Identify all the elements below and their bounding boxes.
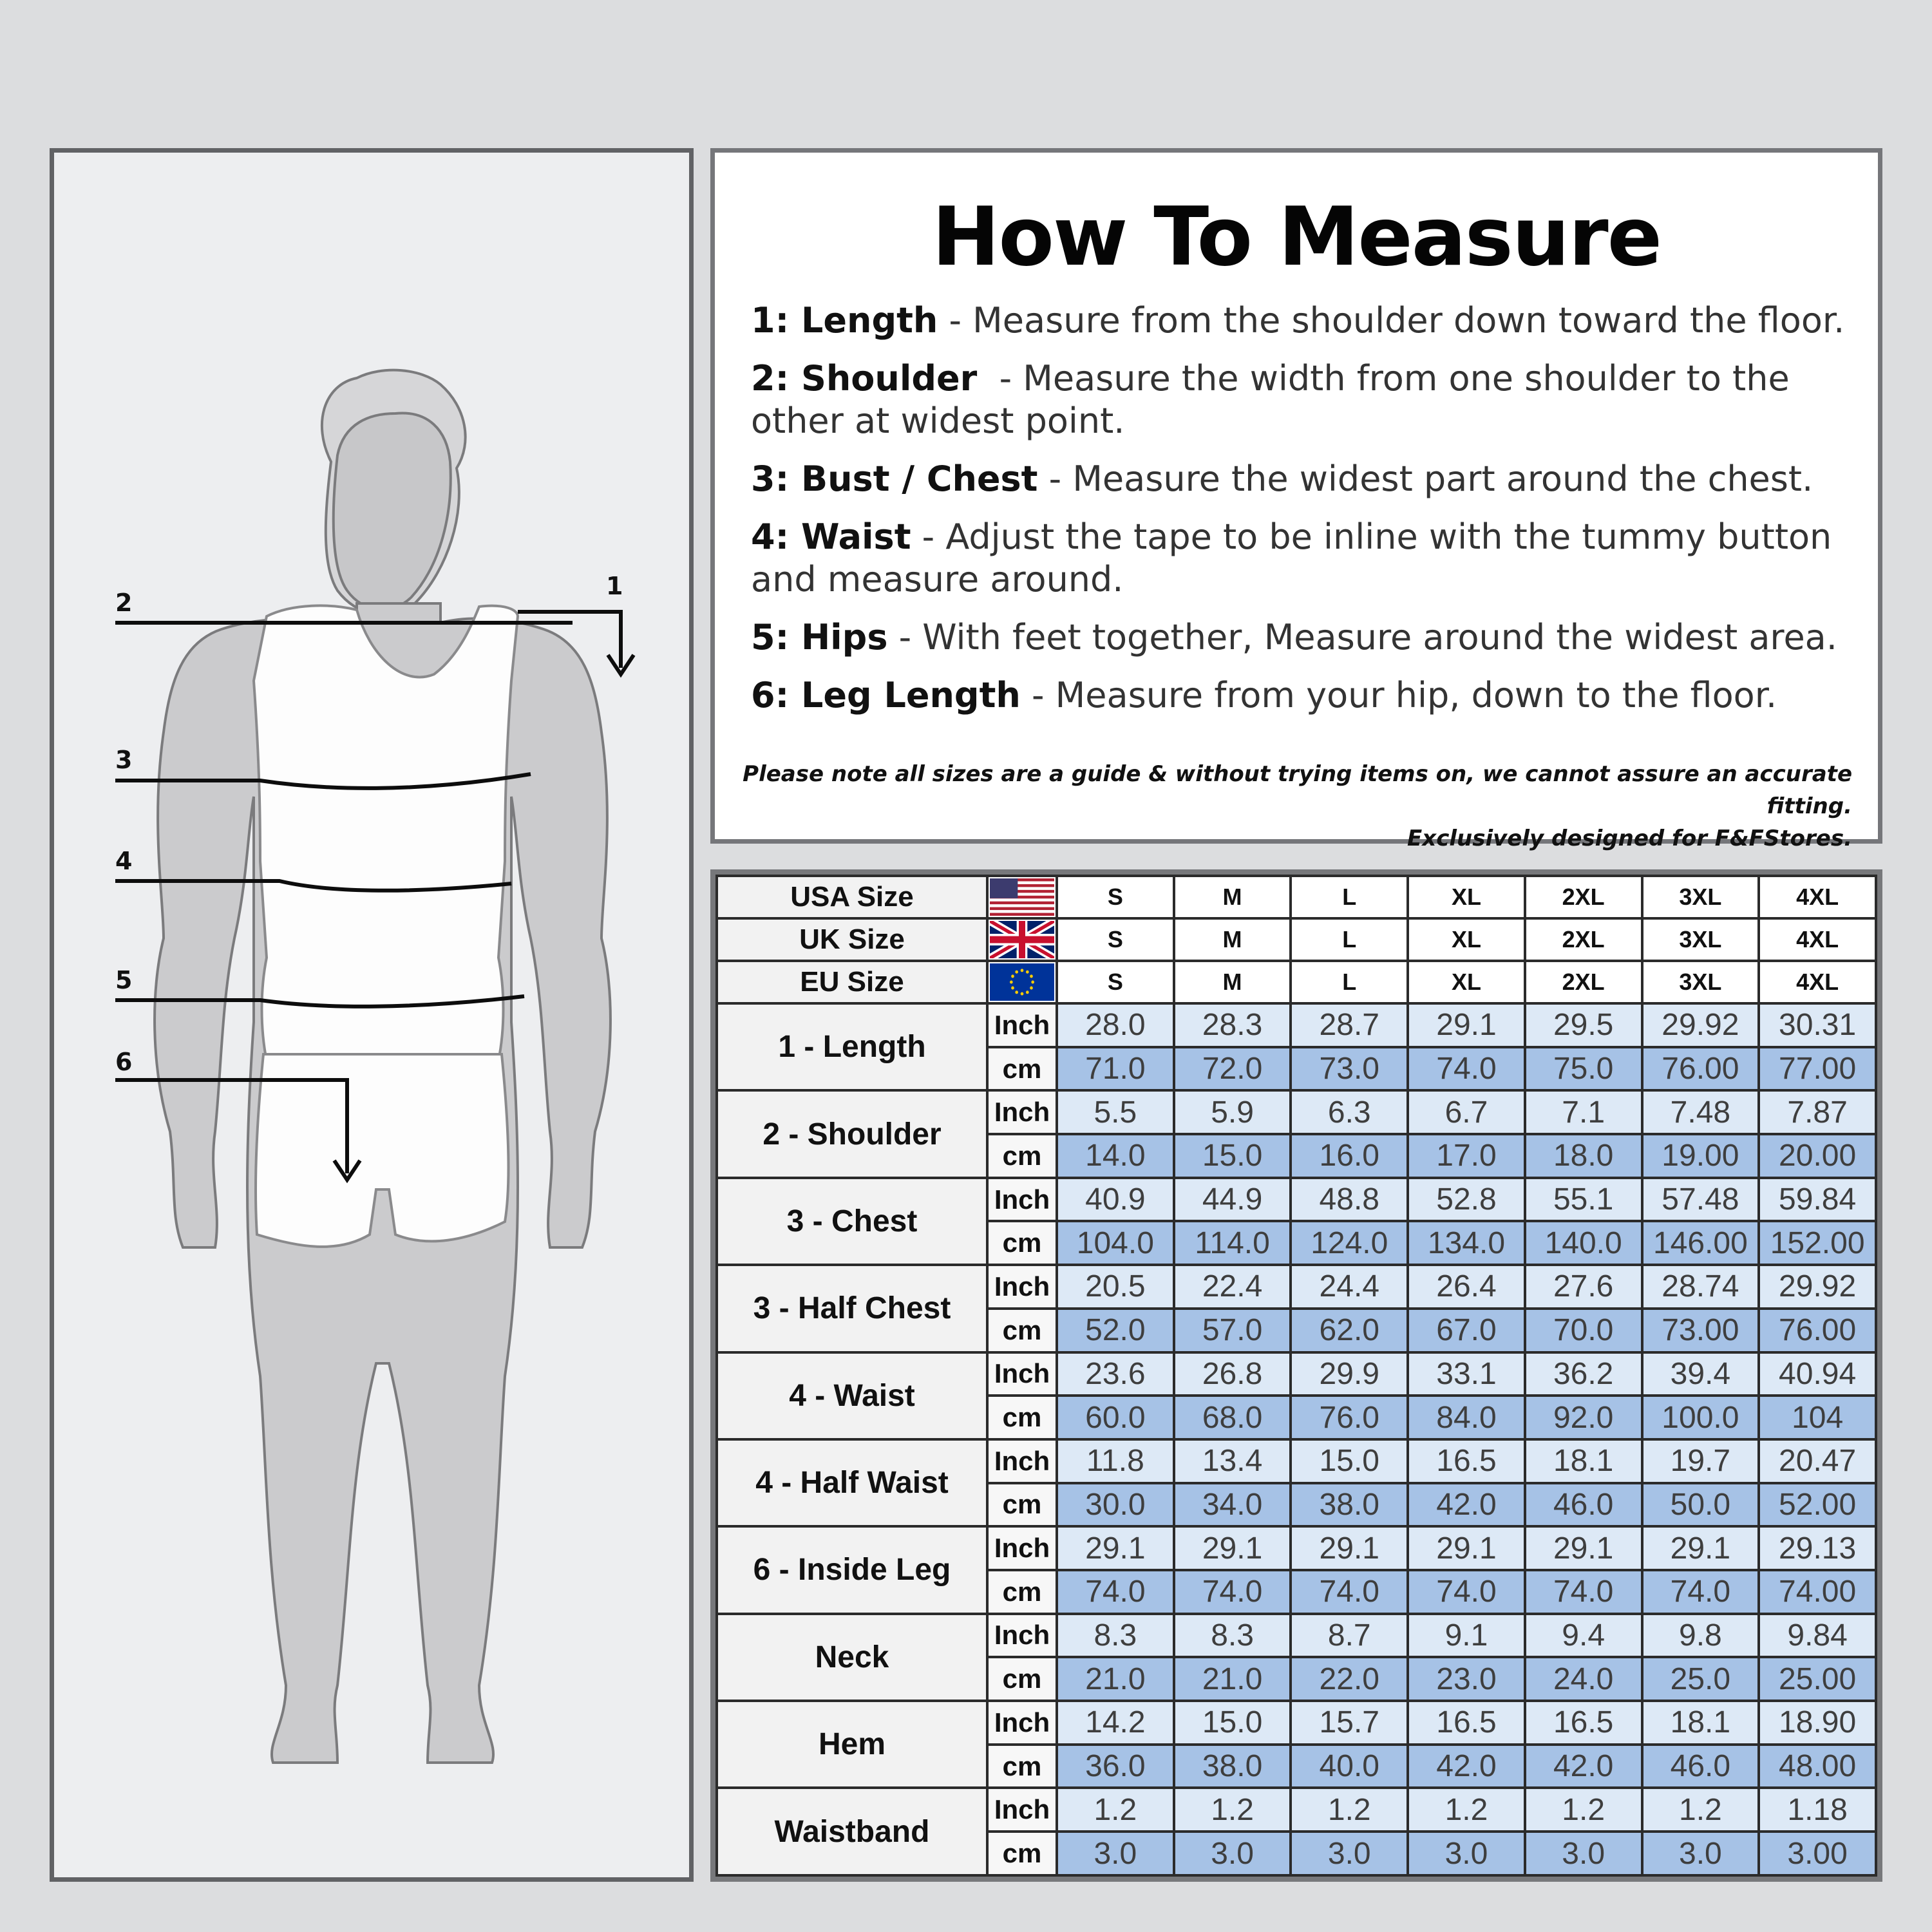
cm-value: 38.0: [1291, 1483, 1408, 1527]
inch-value: 39.4: [1642, 1352, 1759, 1396]
cm-value: 20.00: [1759, 1134, 1876, 1178]
measure-label: 2 - Shoulder: [717, 1090, 987, 1177]
cm-value: 134.0: [1408, 1221, 1525, 1265]
cm-value: 52.00: [1759, 1483, 1876, 1527]
measure-row-inch: [717, 1526, 1876, 1570]
cm-value: 70.0: [1525, 1309, 1642, 1352]
cm-value: 25.00: [1759, 1657, 1876, 1701]
step-text: - Measure the widest part around the chest.: [1037, 459, 1814, 499]
size-cell: M: [1174, 918, 1291, 961]
inch-value: 18.1: [1525, 1439, 1642, 1483]
step-chest: [751, 458, 1846, 500]
cm-value: 74.0: [1525, 1570, 1642, 1614]
size-system-label: UK Size: [717, 918, 987, 961]
cm-value: 74.0: [1408, 1047, 1525, 1091]
cm-value: 71.0: [1057, 1047, 1174, 1091]
step-shoulder: [751, 357, 1846, 442]
marker-1: 1: [606, 572, 623, 600]
unit-inch-label: Inch: [987, 1701, 1057, 1745]
step-label: 2: Shoulder: [751, 358, 978, 399]
cm-value: 21.0: [1057, 1657, 1174, 1701]
marker-4: 4: [115, 847, 133, 875]
eu-flag-icon: [987, 961, 1057, 1003]
cm-value: 73.00: [1642, 1309, 1759, 1352]
inch-value: 16.5: [1525, 1701, 1642, 1745]
disclaimer-note: [715, 758, 1852, 855]
inch-value: 48.8: [1291, 1178, 1408, 1222]
measure-row-inch: [717, 1090, 1876, 1134]
inch-value: 16.5: [1408, 1701, 1525, 1745]
size-header-row: [717, 876, 1876, 918]
uk-flag-icon: [987, 918, 1057, 961]
us-flag-icon: [987, 876, 1057, 918]
unit-cm-label: cm: [987, 1657, 1057, 1701]
cm-value: 3.00: [1759, 1832, 1876, 1875]
inch-value: 1.2: [1408, 1788, 1525, 1832]
cm-value: 100.0: [1642, 1396, 1759, 1439]
inch-value: 15.0: [1174, 1701, 1291, 1745]
cm-value: 19.00: [1642, 1134, 1759, 1178]
inch-value: 29.1: [1291, 1526, 1408, 1570]
step-leg-length: [751, 674, 1846, 717]
inch-value: 7.1: [1525, 1090, 1642, 1134]
unit-inch-label: Inch: [987, 1090, 1057, 1134]
measure-label: Hem: [717, 1701, 987, 1788]
inch-value: 9.4: [1525, 1614, 1642, 1658]
step-label: 6: Leg Length: [751, 675, 1021, 715]
size-cell: L: [1291, 876, 1408, 918]
unit-inch-label: Inch: [987, 1526, 1057, 1570]
cm-value: 34.0: [1174, 1483, 1291, 1527]
cm-value: 50.0: [1642, 1483, 1759, 1527]
inch-value: 6.3: [1291, 1090, 1408, 1134]
cm-value: 104: [1759, 1396, 1876, 1439]
inch-value: 28.7: [1291, 1003, 1408, 1047]
cm-value: 74.0: [1642, 1570, 1759, 1614]
unit-cm-label: cm: [987, 1134, 1057, 1178]
size-cell: S: [1057, 961, 1174, 1003]
inch-value: 1.2: [1525, 1788, 1642, 1832]
size-header-row: [717, 918, 1876, 961]
body-figure-panel: [50, 148, 694, 1882]
measure-label: 3 - Chest: [717, 1178, 987, 1265]
inch-value: 1.2: [1642, 1788, 1759, 1832]
unit-cm-label: cm: [987, 1745, 1057, 1788]
step-text: - Measure from the shoulder down toward the floor.: [938, 300, 1845, 341]
inch-value: 1.2: [1291, 1788, 1408, 1832]
inch-value: 29.1: [1642, 1526, 1759, 1570]
step-waist: [751, 516, 1846, 601]
size-cell: M: [1174, 876, 1291, 918]
how-to-measure-panel: [710, 148, 1882, 851]
marker-2: 2: [115, 589, 133, 617]
cm-value: 52.0: [1057, 1309, 1174, 1352]
unit-cm-label: cm: [987, 1832, 1057, 1875]
inch-value: 29.5: [1525, 1003, 1642, 1047]
measure-label: 6 - Inside Leg: [717, 1526, 987, 1613]
size-cell: XL: [1408, 876, 1525, 918]
step-hips: [751, 616, 1846, 659]
inch-value: 1.2: [1174, 1788, 1291, 1832]
cm-value: 77.00: [1759, 1047, 1876, 1091]
size-cell: 3XL: [1642, 961, 1759, 1003]
cm-value: 46.0: [1642, 1745, 1759, 1788]
step-text: - Adjust the tape to be inline with the tummy button and measure around.: [751, 516, 1832, 600]
inch-value: 29.1: [1174, 1526, 1291, 1570]
inch-value: 26.4: [1408, 1265, 1525, 1309]
size-cell: L: [1291, 918, 1408, 961]
cm-value: 76.0: [1291, 1396, 1408, 1439]
unit-cm-label: cm: [987, 1396, 1057, 1439]
size-table: [715, 875, 1877, 1877]
inch-value: 44.9: [1174, 1178, 1291, 1222]
unit-inch-label: Inch: [987, 1439, 1057, 1483]
inch-value: 29.1: [1408, 1003, 1525, 1047]
cm-value: 146.00: [1642, 1221, 1759, 1265]
unit-inch-label: Inch: [987, 1265, 1057, 1309]
inch-value: 5.5: [1057, 1090, 1174, 1134]
cm-value: 30.0: [1057, 1483, 1174, 1527]
unit-inch-label: Inch: [987, 1178, 1057, 1222]
measure-label: 1 - Length: [717, 1003, 987, 1090]
inch-value: 9.84: [1759, 1614, 1876, 1658]
cm-value: 48.00: [1759, 1745, 1876, 1788]
inch-value: 40.94: [1759, 1352, 1876, 1396]
cm-value: 3.0: [1525, 1832, 1642, 1875]
cm-value: 114.0: [1174, 1221, 1291, 1265]
inch-value: 55.1: [1525, 1178, 1642, 1222]
cm-value: 46.0: [1525, 1483, 1642, 1527]
cm-value: 3.0: [1408, 1832, 1525, 1875]
cm-value: 21.0: [1174, 1657, 1291, 1701]
inch-value: 15.0: [1291, 1439, 1408, 1483]
cm-value: 92.0: [1525, 1396, 1642, 1439]
cm-value: 60.0: [1057, 1396, 1174, 1439]
cm-value: 84.0: [1408, 1396, 1525, 1439]
cm-value: 38.0: [1174, 1745, 1291, 1788]
measure-row-inch: [717, 1614, 1876, 1658]
inch-value: 8.3: [1057, 1614, 1174, 1658]
inch-value: 23.6: [1057, 1352, 1174, 1396]
marker-6: 6: [115, 1048, 133, 1076]
cm-value: 24.0: [1525, 1657, 1642, 1701]
size-cell: S: [1057, 918, 1174, 961]
marker-3: 3: [115, 746, 133, 774]
size-header-row: [717, 961, 1876, 1003]
size-system-label: USA Size: [717, 876, 987, 918]
step-label: 5: Hips: [751, 617, 888, 658]
inch-value: 33.1: [1408, 1352, 1525, 1396]
step-label: 4: Waist: [751, 516, 911, 557]
credit-line: Exclusively designed for F&FStores.: [1407, 826, 1852, 851]
unit-cm-label: cm: [987, 1570, 1057, 1614]
page-title: How To Measure: [931, 189, 1662, 284]
cm-value: 18.0: [1525, 1134, 1642, 1178]
cm-value: 23.0: [1408, 1657, 1525, 1701]
body-silhouette-icon: [54, 153, 689, 1877]
cm-value: 74.00: [1759, 1570, 1876, 1614]
inch-value: 20.47: [1759, 1439, 1876, 1483]
cm-value: 152.00: [1759, 1221, 1876, 1265]
size-table-panel: [710, 869, 1882, 1882]
measure-row-inch: [717, 1701, 1876, 1745]
measure-row-inch: [717, 1003, 1876, 1047]
measure-label: Waistband: [717, 1788, 987, 1875]
inch-value: 26.8: [1174, 1352, 1291, 1396]
inch-value: 40.9: [1057, 1178, 1174, 1222]
unit-cm-label: cm: [987, 1483, 1057, 1527]
measure-label: 3 - Half Chest: [717, 1265, 987, 1352]
step-text: - With feet together, Measure around the widest area.: [887, 617, 1837, 658]
size-cell: 4XL: [1759, 961, 1876, 1003]
inch-value: 18.90: [1759, 1701, 1876, 1745]
size-cell: L: [1291, 961, 1408, 1003]
inch-value: 30.31: [1759, 1003, 1876, 1047]
size-system-label: EU Size: [717, 961, 987, 1003]
inch-value: 18.1: [1642, 1701, 1759, 1745]
measure-label: 4 - Waist: [717, 1352, 987, 1439]
inch-value: 29.1: [1408, 1526, 1525, 1570]
inch-value: 28.0: [1057, 1003, 1174, 1047]
unit-inch-label: Inch: [987, 1003, 1057, 1047]
cm-value: 42.0: [1408, 1745, 1525, 1788]
inch-value: 6.7: [1408, 1090, 1525, 1134]
size-cell: 4XL: [1759, 876, 1876, 918]
cm-value: 16.0: [1291, 1134, 1408, 1178]
inch-value: 20.5: [1057, 1265, 1174, 1309]
cm-value: 36.0: [1057, 1745, 1174, 1788]
cm-value: 68.0: [1174, 1396, 1291, 1439]
inch-value: 59.84: [1759, 1178, 1876, 1222]
size-cell: XL: [1408, 918, 1525, 961]
inch-value: 29.1: [1057, 1526, 1174, 1570]
cm-value: 42.0: [1408, 1483, 1525, 1527]
size-cell: S: [1057, 876, 1174, 918]
step-text: - Measure the width from one shoulder to the other at widest point.: [751, 358, 1801, 441]
inch-value: 28.3: [1174, 1003, 1291, 1047]
inch-value: 7.48: [1642, 1090, 1759, 1134]
cm-value: 74.0: [1174, 1570, 1291, 1614]
measure-row-inch: [717, 1439, 1876, 1483]
cm-value: 67.0: [1408, 1309, 1525, 1352]
inch-value: 29.1: [1525, 1526, 1642, 1570]
inch-value: 5.9: [1174, 1090, 1291, 1134]
size-cell: XL: [1408, 961, 1525, 1003]
size-cell: 2XL: [1525, 876, 1642, 918]
inch-value: 29.13: [1759, 1526, 1876, 1570]
measure-row-inch: [717, 1178, 1876, 1222]
cm-value: 17.0: [1408, 1134, 1525, 1178]
inch-value: 9.8: [1642, 1614, 1759, 1658]
inch-value: 14.2: [1057, 1701, 1174, 1745]
cm-value: 62.0: [1291, 1309, 1408, 1352]
measure-row-inch: [717, 1788, 1876, 1832]
inch-value: 1.2: [1057, 1788, 1174, 1832]
cm-value: 15.0: [1174, 1134, 1291, 1178]
inch-value: 7.87: [1759, 1090, 1876, 1134]
inch-value: 22.4: [1174, 1265, 1291, 1309]
size-cell: M: [1174, 961, 1291, 1003]
step-text: - Measure from your hip, down to the floor.: [1020, 675, 1777, 715]
inch-value: 29.92: [1759, 1265, 1876, 1309]
size-cell: 3XL: [1642, 876, 1759, 918]
unit-inch-label: Inch: [987, 1352, 1057, 1396]
cm-value: 74.0: [1057, 1570, 1174, 1614]
marker-5: 5: [115, 966, 133, 994]
inch-value: 13.4: [1174, 1439, 1291, 1483]
size-cell: 3XL: [1642, 918, 1759, 961]
cm-value: 76.00: [1642, 1047, 1759, 1091]
cm-value: 22.0: [1291, 1657, 1408, 1701]
inch-value: 28.74: [1642, 1265, 1759, 1309]
unit-cm-label: cm: [987, 1047, 1057, 1091]
measure-row-inch: [717, 1265, 1876, 1309]
inch-value: 9.1: [1408, 1614, 1525, 1658]
cm-value: 74.0: [1291, 1570, 1408, 1614]
unit-cm-label: cm: [987, 1309, 1057, 1352]
cm-value: 40.0: [1291, 1745, 1408, 1788]
size-cell: 4XL: [1759, 918, 1876, 961]
inch-value: 29.92: [1642, 1003, 1759, 1047]
measure-row-inch: [717, 1352, 1876, 1396]
inch-value: 57.48: [1642, 1178, 1759, 1222]
cm-value: 73.0: [1291, 1047, 1408, 1091]
cm-value: 74.0: [1408, 1570, 1525, 1614]
inch-value: 36.2: [1525, 1352, 1642, 1396]
cm-value: 3.0: [1057, 1832, 1174, 1875]
inch-value: 27.6: [1525, 1265, 1642, 1309]
cm-value: 14.0: [1057, 1134, 1174, 1178]
measure-label: 4 - Half Waist: [717, 1439, 987, 1526]
unit-cm-label: cm: [987, 1221, 1057, 1265]
step-length: [751, 299, 1846, 342]
cm-value: 75.0: [1525, 1047, 1642, 1091]
size-cell: 2XL: [1525, 918, 1642, 961]
cm-value: 3.0: [1642, 1832, 1759, 1875]
cm-value: 57.0: [1174, 1309, 1291, 1352]
cm-value: 124.0: [1291, 1221, 1408, 1265]
inch-value: 52.8: [1408, 1178, 1525, 1222]
unit-inch-label: Inch: [987, 1614, 1057, 1658]
inch-value: 16.5: [1408, 1439, 1525, 1483]
unit-inch-label: Inch: [987, 1788, 1057, 1832]
cm-value: 25.0: [1642, 1657, 1759, 1701]
cm-value: 104.0: [1057, 1221, 1174, 1265]
cm-value: 3.0: [1291, 1832, 1408, 1875]
cm-value: 140.0: [1525, 1221, 1642, 1265]
disclaimer-line: Please note all sizes are a guide & without trying items on, we cannot assure an accurate fitting.: [743, 761, 1852, 819]
inch-value: 8.7: [1291, 1614, 1408, 1658]
instruction-list: [751, 299, 1846, 732]
inch-value: 11.8: [1057, 1439, 1174, 1483]
step-label: 1: Length: [751, 300, 938, 341]
cm-value: 42.0: [1525, 1745, 1642, 1788]
inch-value: 1.18: [1759, 1788, 1876, 1832]
cm-value: 76.00: [1759, 1309, 1876, 1352]
inch-value: 19.7: [1642, 1439, 1759, 1483]
inch-value: 8.3: [1174, 1614, 1291, 1658]
inch-value: 24.4: [1291, 1265, 1408, 1309]
inch-value: 15.7: [1291, 1701, 1408, 1745]
step-label: 3: Bust / Chest: [751, 459, 1038, 499]
cm-value: 3.0: [1174, 1832, 1291, 1875]
size-cell: 2XL: [1525, 961, 1642, 1003]
inch-value: 29.9: [1291, 1352, 1408, 1396]
measure-label: Neck: [717, 1614, 987, 1701]
cm-value: 72.0: [1174, 1047, 1291, 1091]
